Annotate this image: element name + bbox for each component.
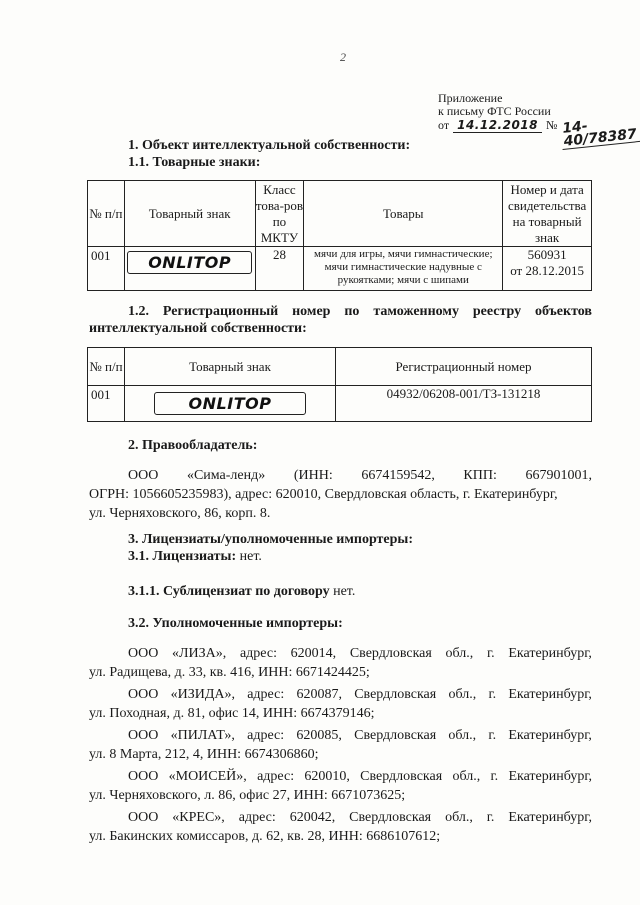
word: 667901001, [525, 468, 592, 483]
header-num: № п/п [88, 181, 125, 247]
section311-label: 3.1.1. Сублицензиат по договору [128, 584, 330, 599]
word: 620010, [304, 769, 350, 784]
section31-value: нет. [236, 549, 262, 564]
importer-line1 [128, 644, 592, 663]
word: 620087, [296, 687, 342, 702]
appendix-no: № [546, 118, 558, 132]
word: адрес: [257, 769, 295, 784]
word: 620014, [290, 646, 337, 661]
word: 620085, [296, 728, 342, 743]
row-mark-cell [124, 247, 255, 291]
header-mark: Товарный знак [124, 181, 255, 247]
word: КПП: [463, 468, 497, 483]
word: обл., [452, 769, 481, 784]
trademark-table [87, 180, 592, 291]
importer-line2: ул. Радищева, д. 33, кв. 416, ИНН: 6671424425; [89, 665, 370, 680]
appendix-line2: к письму ФТС России [438, 104, 551, 118]
word: «КРЕС», [172, 810, 225, 825]
word: Екатеринбург, [508, 646, 592, 661]
table-row [88, 386, 592, 422]
word: объектов [534, 304, 592, 319]
word: «Сима-ленд» [186, 468, 266, 483]
row-mark-cell [125, 386, 336, 422]
list-item [89, 685, 592, 723]
word: ООО [128, 646, 159, 661]
header-goods: Товары [304, 181, 503, 247]
section2-line2: ОГРН: 1056605235983), адрес: 620010, Свердловская область, г. Екатеринбург, [89, 487, 558, 502]
word: Свердловская [360, 769, 443, 784]
word: Екатеринбург, [508, 769, 592, 784]
row-num: 001 [88, 386, 125, 422]
registration-table [87, 347, 592, 422]
word: Регистрационный [162, 304, 279, 319]
word: «МОИСЕЙ», [168, 769, 247, 784]
section2-line1 [128, 466, 592, 485]
word: обл., [445, 646, 474, 661]
appendix-reference [438, 118, 640, 150]
word: г. [488, 687, 497, 702]
word: ООО [128, 769, 159, 784]
list-item [89, 808, 592, 846]
word: реестру [472, 304, 522, 319]
word: Свердловская [354, 687, 437, 702]
word: г. [486, 646, 495, 661]
section1-subtitle: 1.1. Товарные знаки: [128, 155, 261, 170]
header-reg-number: Регистрационный номер [336, 348, 592, 386]
word: обл., [448, 687, 477, 702]
importer-line2: ул. 8 Марта, 212, 4, ИНН: 6674306860; [89, 747, 319, 762]
word: «ЛИЗА», [172, 646, 227, 661]
row-num: 001 [88, 247, 125, 291]
word: Свердловская [349, 646, 432, 661]
importer-line1 [128, 767, 592, 786]
table-row [88, 247, 592, 291]
word: Екатеринбург, [508, 728, 592, 743]
word: обл., [445, 810, 473, 825]
word: «ИЗИДА», [170, 687, 235, 702]
word: номер [292, 304, 331, 319]
word: ООО [128, 810, 159, 825]
word: адрес: [247, 728, 285, 743]
section2-title: 2. Правообладатель: [128, 438, 258, 453]
importer-line2: ул. Черняховского, л. 86, офис 27, ИНН: 6671073625; [89, 788, 406, 803]
word: адрес: [238, 810, 276, 825]
section2-text [89, 466, 592, 523]
page-number: 2 [340, 50, 346, 64]
row-goods: мячи для игры, мячи гимнастические; мячи гимнастические надувные с рукоятками; мячи с шипами [304, 247, 503, 291]
section311-value: нет. [329, 584, 356, 599]
importer-line2: ул. Походная, д. 81, офис 14, ИНН: 6674379146; [89, 706, 375, 721]
word: Екатеринбург, [508, 810, 592, 825]
word: адрес: [239, 646, 277, 661]
word: ООО [128, 687, 159, 702]
word: 6674159542, [361, 468, 435, 483]
appendix-from: от [438, 118, 450, 132]
row-reg-number: 04932/06208-001/ТЗ-131218 [336, 386, 592, 422]
importer-line1 [128, 726, 592, 745]
appendix-line1: Приложение [438, 91, 503, 105]
header-num: № п/п [88, 348, 125, 386]
registration-table-header [88, 348, 592, 386]
appendix-block [438, 91, 640, 150]
section12-title-line1 [128, 304, 592, 320]
importers-list [89, 644, 592, 846]
section32-title: 3.2. Уполномоченные импортеры: [128, 616, 343, 631]
onlitop-logo: ONLITOP [127, 251, 252, 274]
importer-line2: ул. Бакинских комиссаров, д. 62, кв. 28, ИНН: 6686107612; [89, 829, 441, 844]
word: Екатеринбург, [508, 687, 592, 702]
word: г. [488, 728, 497, 743]
list-item [89, 644, 592, 682]
onlitop-logo: ONLITOP [154, 392, 307, 415]
section31-label: 3.1. Лицензиаты: [128, 549, 237, 564]
word: «ПИЛАТ», [170, 728, 235, 743]
word: адрес: [247, 687, 285, 702]
header-cert: Номер и дата свидетельства на товарный знак [503, 181, 592, 247]
word: ООО [128, 728, 159, 743]
importer-line1 [128, 685, 592, 704]
section311 [128, 584, 355, 600]
cert-date: от 28.12.2015 [510, 263, 584, 278]
section12-title-line2: интеллектуальной собственности: [89, 321, 307, 336]
importer-line1 [128, 808, 592, 827]
word: ООО [128, 468, 159, 483]
word: (ИНН: [293, 468, 333, 483]
word: 1.2. [128, 304, 149, 319]
list-item [89, 767, 592, 805]
header-class: Класс това-ров по МКТУ [255, 181, 304, 245]
header-mark: Товарный знак [125, 348, 336, 386]
word: по [344, 304, 360, 319]
appendix-number: 14-40/78387 [560, 115, 640, 150]
word: 620042, [289, 810, 336, 825]
section2-line3: ул. Черняховского, 86, корп. 8. [89, 506, 271, 521]
word: таможенному [373, 304, 459, 319]
section3-title: 3. Лицензиаты/уполномоченные импортеры: [128, 532, 414, 547]
word: Свердловская [354, 728, 437, 743]
cert-number: 560931 [527, 247, 567, 262]
word: г. [490, 769, 499, 784]
row-cert [503, 247, 592, 291]
word: г. [486, 810, 495, 825]
word: Свердловская [349, 810, 432, 825]
list-item [89, 726, 592, 764]
row-class: 28 [255, 247, 304, 291]
trademark-table-header [88, 181, 592, 247]
section1-title: 1. Объект интеллектуальной собственности: [128, 138, 411, 153]
section31 [128, 549, 262, 565]
appendix-date: 14.12.2018 [453, 119, 542, 133]
word: обл., [448, 728, 477, 743]
